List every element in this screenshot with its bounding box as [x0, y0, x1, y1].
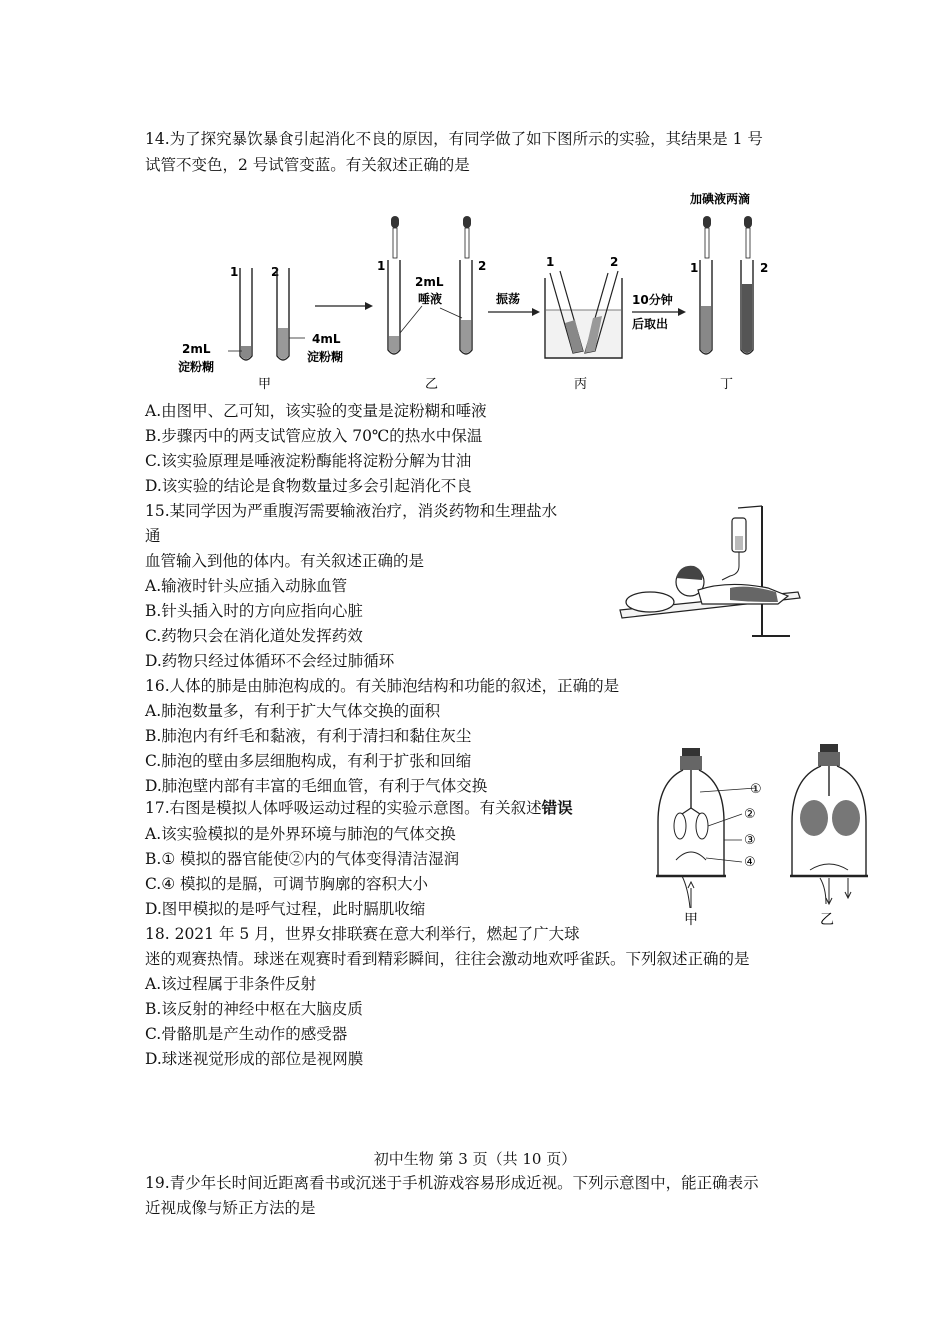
- q14-stem-line2: 试管不变色，2 号试管变蓝。有关叙述正确的是: [145, 156, 470, 174]
- yi-2ml: 2mL: [415, 275, 444, 289]
- panel-jia: [178, 265, 343, 392]
- iodine-label: 加碘液两滴: [690, 192, 751, 206]
- q18-option-c: C.骨骼肌是产生动作的感受器: [145, 1025, 348, 1043]
- label-n1: ①: [750, 782, 762, 797]
- yi-tube1-label: 1: [377, 259, 386, 273]
- q16-option-a: A.肺泡数量多，有利于扩大气体交换的面积: [145, 702, 441, 720]
- label-n3: ③: [744, 833, 756, 848]
- panel-ding-label: 丁: [720, 377, 734, 392]
- q17-stem-text: 17.右图是模拟人体呼吸运动过程的实验示意图。有关叙述: [145, 799, 542, 817]
- q14-option-d: D.该实验的结论是食物数量过多会引起消化不良: [145, 477, 472, 495]
- q17-breathing-model-figure: [650, 738, 870, 930]
- q18-option-d: D.球迷视觉形成的部位是视网膜: [145, 1050, 364, 1068]
- jia-starch1: 淀粉糊: [178, 360, 215, 374]
- q16-option-c: C.肺泡的壁由多层细胞构成，有利于扩张和回缩: [145, 752, 472, 770]
- panel-jia-label: 甲: [258, 377, 272, 392]
- panel-bing: [545, 255, 622, 392]
- ten-min-a: 10分钟: [632, 293, 673, 307]
- q14-option-b: B.步骤丙中的两支试管应放入 70℃的热水中保温: [145, 427, 483, 445]
- q16-option-d: D.肺泡壁内部有丰富的毛细血管，有利于气体交换: [145, 777, 488, 795]
- q14-option-c: C.该实验原理是唾液淀粉酶能将淀粉分解为甘油: [145, 452, 472, 470]
- bing-tube2-label: 2: [610, 255, 619, 269]
- jia-2ml: 2mL: [182, 342, 211, 356]
- q14-stem-line1: 14.为了探究暴饮暴食引起消化不良的原因，有同学做了如下图所示的实验，其结果是 1 号: [145, 130, 763, 148]
- ten-min-b: 后取出: [632, 317, 669, 331]
- q15-option-b: B.针头插入时的方向应指向心脏: [145, 602, 363, 620]
- q15-option-a: A.输液时针头应插入动脉血管: [145, 577, 348, 595]
- q14-experiment-figure: [170, 188, 780, 398]
- label-n2: ②: [744, 807, 756, 822]
- q19-stem-line1: 19.青少年长时间近距离看书或沉迷于手机游戏容易形成近视。下列示意图中，能正确表示: [145, 1174, 759, 1192]
- q17-option-c: C.④ 模拟的是膈，可调节胸廓的容积大小: [145, 875, 429, 893]
- panel-ding: [689, 191, 768, 392]
- q18-stem-line1: 18. 2021 年 5 月，世界女排联赛在意大利举行，燃起了广大球: [145, 925, 580, 943]
- q17-option-d: D.图甲模拟的是呼气过程，此时膈肌收缩: [145, 900, 426, 918]
- q15-stem-line2: 通: [145, 527, 161, 545]
- shake-label: 振荡: [496, 292, 521, 306]
- q16-stem: 16.人体的肺是由肺泡构成的。有关肺泡结构和功能的叙述，正确的是: [145, 677, 620, 695]
- q15-stem-line1: 15.某同学因为严重腹泻需要输液治疗，消炎药物和生理盐水: [145, 502, 558, 520]
- q17-stem-emphasis: 错误: [541, 798, 573, 817]
- q15-stem-line3: 血管输入到他的体内。有关叙述正确的是: [145, 552, 425, 570]
- ding-tube2-label: 2: [760, 261, 769, 275]
- yi-tube2-label: 2: [478, 259, 487, 273]
- tube1-label: 1: [230, 265, 239, 279]
- ding-tube1-label: 1: [690, 261, 699, 275]
- model-yi: [790, 744, 868, 928]
- q16-option-b: B.肺泡内有纤毛和黏液，有利于清扫和黏住灰尘: [145, 727, 472, 745]
- q17-stem: [145, 797, 573, 819]
- jia-starch2: 淀粉糊: [307, 350, 344, 364]
- model-yi-label: 乙: [820, 912, 834, 928]
- q17-option-a: A.该实验模拟的是外界环境与肺泡的气体交换: [145, 825, 456, 843]
- model-jia: [656, 748, 762, 928]
- q15-infusion-figure: [618, 500, 808, 645]
- q18-option-a: A.该过程属于非条件反射: [145, 975, 317, 993]
- q14-option-a: A.由图甲、乙可知，该实验的变量是淀粉糊和唾液: [145, 402, 487, 420]
- q15-option-d: D.药物只经过体循环不会经过肺循环: [145, 652, 395, 670]
- tube2-label: 2: [271, 265, 280, 279]
- panel-yi: [377, 216, 486, 392]
- q18-stem-line2: 迷的观赛热情。球迷在观赛时看到精彩瞬间，往往会激动地欢呼雀跃。下列叙述正确的是: [145, 950, 750, 968]
- model-jia-label: 甲: [684, 912, 698, 928]
- yi-saliva: 唾液: [418, 292, 443, 306]
- page-footer: 初中生物 第 3 页（共 10 页）: [373, 1150, 577, 1168]
- q17-option-b: B.① 模拟的器官能使②内的气体变得清洁湿润: [145, 850, 460, 868]
- jia-4ml: 4mL: [312, 332, 341, 346]
- bing-tube1-label: 1: [546, 255, 555, 269]
- panel-bing-label: 丙: [574, 377, 588, 392]
- label-n4: ④: [744, 855, 756, 870]
- q19-stem-line2: 近视成像与矫正方法的是: [145, 1199, 316, 1217]
- q15-option-c: C.药物只会在消化道处发挥药效: [145, 627, 363, 645]
- q18-option-b: B.该反射的神经中枢在大脑皮质: [145, 1000, 363, 1018]
- panel-yi-label: 乙: [425, 377, 439, 392]
